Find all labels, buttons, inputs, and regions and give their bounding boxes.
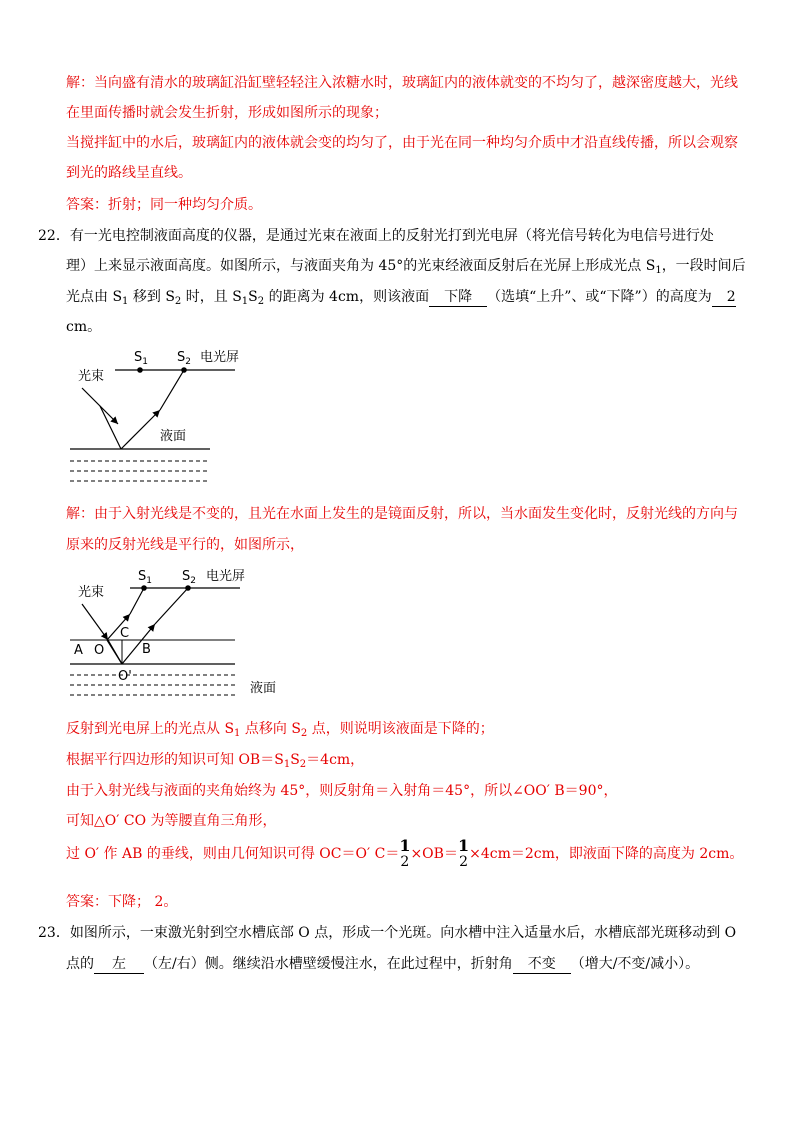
solution-text: 反射到光电屏上的光点从 S <box>66 721 235 737</box>
question-text: 时，且 S <box>181 289 242 305</box>
solution-text: ＝4cm， <box>306 752 365 768</box>
fraction-denominator: 2 <box>400 854 410 870</box>
subscript: 2 <box>257 296 265 307</box>
fraction-numerator: 1 <box>399 836 411 855</box>
label-s1: $S_1$ <box>138 569 152 586</box>
question-text: 的距离为 4cm，则该液面 <box>264 289 430 305</box>
fraction-one-half <box>458 838 469 870</box>
question-number: 22． <box>38 228 70 244</box>
question-number: 23． <box>38 925 70 941</box>
question-text: 理）上来显示液面高度。如图所示，与液面夹角为 45°的光束经液面反射后在光屏上形成光点 S <box>66 258 656 274</box>
answer-blank-1: 下降 <box>429 288 487 307</box>
label-s2: $S_2$ <box>182 569 196 586</box>
label-O: O <box>94 643 105 658</box>
subscript: 2 <box>174 296 182 307</box>
label-beam: 光束 <box>78 585 105 600</box>
label-B: B <box>142 642 151 657</box>
sol22-line2: 原来的反射光线是平行的，如图所示， <box>66 537 304 553</box>
question-22-line4: cm。 <box>66 319 102 335</box>
question-text: 点的 <box>66 956 94 972</box>
solution-text: ×4cm＝2cm，即液面下降的高度为 2cm。 <box>469 846 744 862</box>
solution-text: 点移向 S <box>240 721 301 737</box>
label-O-prime: O' <box>118 669 132 684</box>
sol21-line4: 到光的路线呈直线。 <box>66 165 192 181</box>
question-22 <box>38 227 714 245</box>
question-23-line2 <box>66 955 699 974</box>
subscript: 1 <box>283 759 291 770</box>
subscript: 1 <box>241 296 249 307</box>
label-s1: $S_1$ <box>134 350 148 367</box>
solution-text: 过 O′ 作 AB 的垂线，则由几何知识可得 OC＝O′ C＝ <box>66 846 400 862</box>
answer-blank-2: 不变 <box>513 955 571 974</box>
label-liquid: 液面 <box>160 429 187 444</box>
sol21-line2: 在里面传播时就会发生折射，形成如图所示的现象； <box>66 105 388 121</box>
question-23 <box>38 924 736 942</box>
solution-text: 点，则说明该液面是下降的； <box>307 721 494 737</box>
subscript: 1 <box>655 265 662 276</box>
figure-1 <box>60 340 260 490</box>
fraction-denominator: 2 <box>459 854 468 870</box>
incident-ray-lower <box>100 406 121 449</box>
fraction-one-half <box>399 838 410 870</box>
question-text: 有一光电控制液面高度的仪器，是通过光束在液面上的反射光打到光电屏（将光信号转化为电信号进行处 <box>69 228 714 244</box>
question-text: 移到 S <box>128 289 175 305</box>
sol21-line3: 当搅拌缸中的水后，玻璃缸内的液体就会变的均匀了，由于光在同一种均匀介质中才沿直线传播，所以会观察 <box>66 135 738 151</box>
question-22-line3: 光点由 $S_1$ 移到 $S_2$ 时，且 $S_1S_2$ 的距离为 4cm，则该液面 下降 （选填“上升”、或“下降”）的高度为 2 <box>66 289 736 307</box>
sol22-line3 <box>66 720 494 738</box>
question-22-line2 <box>66 257 746 275</box>
sol22-line1: 解：由于入射光线是不变的，且光在水面上发生的是镜面反射，所以，当水面发生变化时，反射光线的方向与 <box>66 506 738 522</box>
subscript: 1 <box>122 296 129 307</box>
question-text: （左/右）侧。继续沿水槽壁缓慢注水，在此过程中，折射角 <box>144 956 513 972</box>
subscript: 2 <box>299 759 307 770</box>
answer-blank-1: 左 <box>94 955 144 974</box>
subscript: 1 <box>234 728 241 739</box>
label-liquid: 液面 <box>250 681 277 696</box>
label-A: A <box>74 643 83 658</box>
point-s1 <box>137 367 143 373</box>
solution-text: ×OB＝ <box>410 846 458 862</box>
label-screen: 电光屏 <box>206 569 246 584</box>
reflected-ray <box>121 410 160 449</box>
solution-text: 根据平行四边形的知识可知 OB＝S <box>66 752 284 768</box>
sol21-answer: 答案：折射；同一种均匀介质。 <box>66 197 262 213</box>
figure-2 <box>60 560 300 705</box>
label-s2: $S_2$ <box>177 350 191 367</box>
sol21-line1: 解：当向盛有清水的玻璃缸沿缸壁轻轻注入浓糖水时，玻璃缸内的液体就变的不均匀了，越深密度越大，光线 <box>66 75 738 91</box>
sol22-answer: 答案：下降； 2。 <box>66 894 178 910</box>
fraction-numerator: 1 <box>457 836 470 855</box>
sol22-line7 <box>66 838 743 870</box>
sol22-line6: 可知△O′ CO 为等腰直角三角形， <box>66 813 277 829</box>
question-text: ，一段时间后 <box>661 258 746 274</box>
question-text: 光点由 S <box>66 289 123 305</box>
sol22-line4: 根据平行四边形的知识可知 $OB=S_1S_2=4cm$， <box>66 752 365 770</box>
label-screen: 电光屏 <box>200 350 240 365</box>
sol22-line5: 由于入射光线与液面的夹角始终为 45°，则反射角＝入射角＝45°，所以∠OO′ B＝90°， <box>66 783 618 799</box>
question-text: 如图所示，一束激光射到空水槽底部 O 点，形成一个光斑。向水槽中注入适量水后，水槽底部光斑移动到 O <box>69 925 737 941</box>
subscript: 2 <box>300 728 308 739</box>
label-beam: 光束 <box>78 369 105 384</box>
answer-blank-2: 2 <box>712 288 736 307</box>
incident-ray <box>82 604 108 640</box>
question-text: （选填“上升”、或“下降”）的高度为 <box>487 289 712 305</box>
question-text: （增大/不变/减小）。 <box>570 956 700 972</box>
label-C: C <box>120 626 130 641</box>
